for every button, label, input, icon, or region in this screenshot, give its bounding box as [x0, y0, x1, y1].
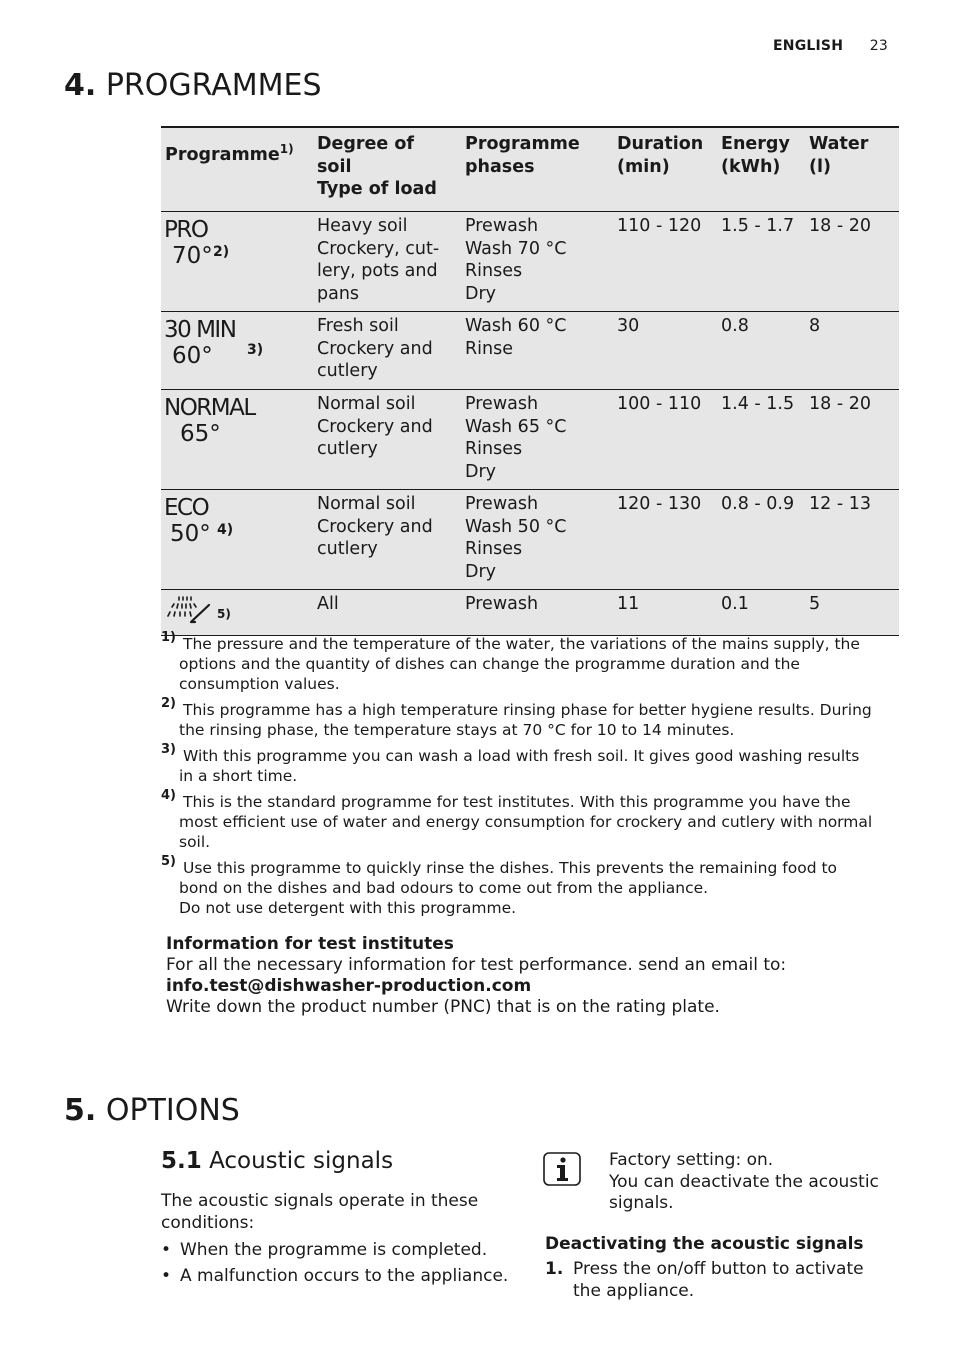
cell-duration: 110 - 120 — [617, 216, 702, 236]
page-number: 23 — [869, 38, 888, 54]
section-heading-programmes: 4. PROGRAMMES — [64, 68, 322, 103]
prewash-spray-icon — [165, 595, 213, 625]
table-row — [161, 490, 899, 590]
programme-name-30min: 30 MIN 60° 3) — [164, 317, 264, 369]
cell-energy: 1.5 - 1.7 — [721, 216, 795, 236]
footnotes — [161, 630, 895, 924]
info-heading: Information for test institutes — [166, 934, 454, 954]
acoustic-conditions-list — [161, 1237, 508, 1289]
section-heading-options: 5. OPTIONS — [64, 1093, 240, 1128]
cell-soil: Heavy soil Crockery, cut- lery, pots and pans — [317, 216, 440, 304]
cell-water: 18 - 20 — [809, 216, 871, 236]
programme-name-eco: ECO 50° 4) — [164, 495, 234, 547]
table-row — [161, 390, 899, 490]
step-text: Press the on/off button to activate the appliance. — [573, 1259, 864, 1301]
info-line: For all the necessary information for test performance. send an email to: — [166, 955, 787, 975]
programme-name-normal: NORMAL 65° — [164, 395, 255, 447]
cell-water: 12 - 13 — [809, 494, 871, 514]
header-programme: Programme$^{1)}$ — [165, 142, 294, 165]
cell-phases: Prewash Wash 50 °C Rinses Dry — [465, 494, 567, 582]
list-item: • A malfunction occurs to the appliance. — [161, 1263, 508, 1289]
info-note: Write down the product number (PNC) that is on the rating plate. — [166, 997, 720, 1017]
deactivate-steps: 1. Press the on/off button to activate the appliance. — [545, 1258, 883, 1302]
cell-energy: 0.8 - 0.9 — [721, 494, 795, 514]
cell-phases: Prewash Wash 65 °C Rinses Dry — [465, 394, 567, 482]
table-row — [161, 212, 899, 312]
header-phases: Programme phases — [465, 134, 580, 177]
info-email[interactable]: info.test@dishwasher-production.com — [166, 976, 532, 996]
cell-duration: 100 - 110 — [617, 394, 702, 414]
footnote: 2) This programme has a high temperature rinsing phase for better hygiene results. During the rinsing phase, the temperature stays at 70 °C for 10 to 14 minutes. — [161, 696, 872, 739]
programme-name-prewash: 5) — [161, 590, 317, 636]
table-row — [161, 590, 899, 636]
cell-duration: 30 — [617, 316, 640, 336]
header-water: Water (l) — [809, 134, 869, 177]
footnote: 3) With this programme you can wash a load with fresh soil. It gives good washing results in a short time. — [161, 742, 860, 785]
cell-duration: 11 — [617, 594, 640, 614]
cell-energy: 1.4 - 1.5 — [721, 394, 795, 414]
list-item: • When the programme is completed. — [161, 1237, 508, 1263]
footnote: 4) This is the standard programme for test institutes. With this programme you have the most efficient use of water and energy consumption for crockery and cutlery with normal soil. — [161, 788, 873, 851]
cell-soil: Normal soil Crockery and cutlery — [317, 394, 433, 459]
table-header-row — [161, 127, 899, 212]
footnote: 1) The pressure and the temperature of the water, the variations of the mains supply, the options and the quantity of dishes can change the programme duration and the consumption values. — [161, 630, 860, 693]
header-duration: Duration (min) — [617, 134, 704, 177]
cell-energy: 0.1 — [721, 594, 749, 614]
table-row — [161, 312, 899, 390]
page-header — [773, 38, 888, 54]
programme-name-pro: PRO 70° 2) — [164, 217, 230, 269]
cell-energy: 0.8 — [721, 316, 749, 336]
cell-water: 18 - 20 — [809, 394, 871, 414]
test-institutes-info — [166, 934, 786, 1018]
footnote: 5) Use this programme to quickly rinse the dishes. This prevents the remaining food to bond on the dishes and bad odours to come out from the appliance. Do not use detergent with this programme. — [161, 854, 838, 917]
language-label: ENGLISH — [773, 38, 844, 54]
info-box-text: Factory setting: on. You can deactivate the acoustic signals. — [609, 1150, 879, 1213]
cell-phases: Wash 60 °C Rinse — [465, 316, 567, 359]
cell-soil: Fresh soil Crockery and cutlery — [317, 316, 433, 381]
acoustic-intro: The acoustic signals operate in these conditions: — [161, 1191, 479, 1233]
info-icon — [543, 1152, 581, 1186]
cell-water: 8 — [809, 316, 821, 336]
cell-phases: Prewash Wash 70 °C Rinses Dry — [465, 216, 567, 304]
cell-soil: Normal soil Crockery and cutlery — [317, 494, 433, 559]
header-energy: Energy (kWh) — [721, 134, 790, 177]
cell-soil: All — [317, 594, 339, 614]
cell-water: 5 — [809, 594, 821, 614]
programmes-table — [161, 126, 899, 636]
deactivate-heading: Deactivating the acoustic signals — [545, 1234, 864, 1254]
cell-phases: Prewash — [465, 594, 539, 614]
cell-duration: 120 - 130 — [617, 494, 702, 514]
subsection-heading-acoustic: 5.1 Acoustic signals — [161, 1148, 394, 1174]
header-degree: Degree of soil Type of load — [317, 134, 437, 199]
